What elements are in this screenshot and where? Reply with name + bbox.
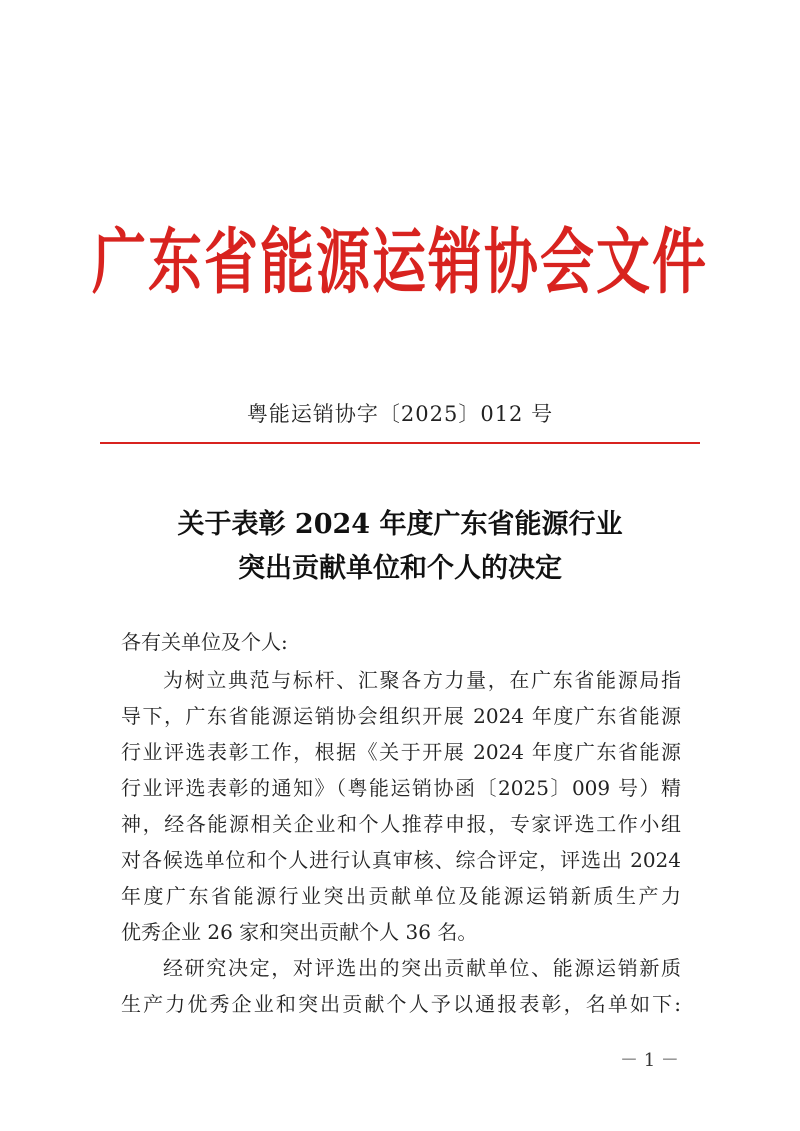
document-title-line-1: 关于表彰 2024 年度广东省能源行业 xyxy=(177,509,623,540)
paragraph-line: 优秀企业 26 家和突出贡献个人 36 名。 xyxy=(121,920,478,944)
paragraph-line: 行业评选表彰的通知》（粤能运销协函〔2025〕009 号）精 xyxy=(121,776,681,800)
masthead-title: 广东省能源运销协会文件 xyxy=(92,219,708,304)
paragraph-line: 经研究决定，对评选出的突出贡献单位、能源运销新质 xyxy=(163,956,681,980)
paragraph-line: 导下，广东省能源运销协会组织开展 2024 年度广东省能源 xyxy=(121,704,681,728)
document-title-line-2: 突出贡献单位和个人的决定 xyxy=(238,553,562,584)
red-divider-line xyxy=(100,442,700,444)
page-number: － 1 － xyxy=(620,1050,679,1071)
paragraph-line: 生产力优秀企业和突出贡献个人予以通报表彰，名单如下: xyxy=(121,992,681,1016)
paragraph-line: 行业评选表彰工作，根据《关于开展 2024 年度广东省能源 xyxy=(121,740,681,764)
paragraph-line: 年度广东省能源行业突出贡献单位及能源运销新质生产力 xyxy=(121,884,681,908)
paragraph-line: 为树立典范与标杆、汇聚各方力量，在广东省能源局指 xyxy=(163,668,681,692)
document-number: 粤能运销协字〔2025〕012 号 xyxy=(246,402,554,426)
paragraph-line: 对各候选单位和个人进行认真审核、综合评定，评选出 2024 xyxy=(121,848,681,872)
paragraph-line: 神，经各能源相关企业和个人推荐申报，专家评选工作小组 xyxy=(121,812,681,836)
salutation: 各有关单位及个人: xyxy=(121,630,288,654)
